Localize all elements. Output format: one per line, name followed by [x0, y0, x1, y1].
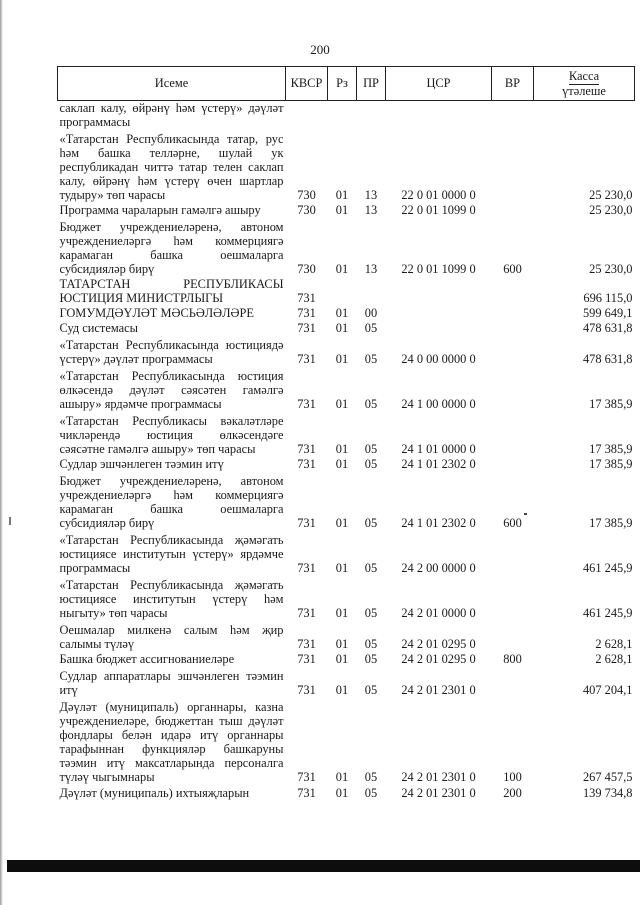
table-row	[58, 129, 635, 202]
cell-name: Башка бюджет ассигнованиеләре	[59, 652, 235, 666]
cell-kvsr: 731	[297, 457, 316, 471]
cell-rz: 01	[335, 786, 349, 800]
cell-kvsr: 731	[297, 291, 316, 305]
cell-kvsr: 731	[297, 683, 316, 697]
cell-amount: 407 204,1	[582, 683, 633, 697]
cell-vr: 600	[503, 516, 522, 530]
table-row	[58, 411, 635, 456]
cell-kvsr: 730	[297, 203, 316, 217]
cell-csr	[386, 305, 492, 320]
cell-kvsr: 731	[297, 306, 316, 320]
header-kassa	[534, 67, 635, 101]
header-vr: ВР	[492, 67, 534, 101]
cell-amount	[534, 101, 635, 130]
cell-amount: 696 115,0	[583, 291, 633, 305]
cell-amount: 478 631,8	[582, 321, 633, 335]
cell-kvsr: 731	[297, 352, 316, 366]
header-pr: ПР	[357, 67, 386, 101]
cell-csr	[386, 101, 492, 130]
table-row	[58, 697, 635, 784]
cell-vr	[492, 456, 534, 471]
cell-rz: 01	[335, 637, 349, 651]
cell-vr: 600	[503, 262, 522, 276]
table-row	[58, 202, 635, 217]
cell-rz: 01	[335, 321, 349, 335]
cell-kvsr: 731	[297, 652, 316, 666]
cell-rz: 01	[335, 606, 349, 620]
cell-vr	[492, 101, 534, 130]
cell-amount: 599 649,1	[582, 306, 633, 320]
cell-kvsr: 731	[297, 397, 316, 411]
cell-pr: 05	[364, 352, 378, 366]
cell-vr	[492, 276, 534, 305]
cell-name: «Татарстан Республикасында юстициядә үстерү» дәүләт программасы	[59, 338, 284, 366]
cell-csr: 24 1 01 2302 0	[401, 516, 476, 530]
cell-pr: 05	[364, 770, 378, 784]
cell-pr: 13	[364, 188, 378, 202]
header-kvsr: КВСР	[286, 67, 328, 101]
cell-csr: 24 1 00 0000 0	[401, 397, 476, 411]
table-row	[58, 530, 635, 575]
cell-rz: 01	[335, 262, 349, 276]
cell-csr: 24 2 01 2301 0	[401, 770, 476, 784]
table-row	[58, 666, 635, 697]
header-rz: Рз	[328, 67, 357, 101]
cell-kvsr: 731	[297, 442, 316, 456]
header-kassa-sub: үтәлеше	[562, 83, 606, 98]
cell-kvsr: 730	[297, 262, 316, 276]
cell-rz: 01	[335, 442, 349, 456]
cell-pr	[357, 101, 386, 130]
header-csr: ЦСР	[386, 67, 492, 101]
cell-pr: 05	[364, 397, 378, 411]
cell-kvsr: 730	[297, 188, 316, 202]
cell-kvsr: 731	[297, 786, 316, 800]
cell-amount: 267 457,5	[582, 770, 633, 784]
table-row	[58, 620, 635, 651]
cell-rz: 01	[335, 457, 349, 471]
cell-pr: 05	[364, 516, 378, 530]
table-row	[58, 366, 635, 411]
cell-kvsr: 731	[297, 321, 316, 335]
cell-pr: 05	[364, 321, 378, 335]
cell-vr	[492, 620, 534, 651]
cell-vr	[492, 202, 534, 217]
cell-csr: 24 2 01 2301 0	[401, 683, 476, 697]
cell-kvsr: 731	[297, 770, 316, 784]
table-row	[58, 335, 635, 366]
cell-csr: 24 2 01 0000 0	[401, 606, 476, 620]
cell-pr: 05	[364, 561, 378, 575]
cell-csr: 24 0 00 0000 0	[401, 352, 476, 366]
cell-name: Судлар аппаратлары эшчәнлеген тәэмин итү	[59, 669, 284, 697]
cell-pr: 05	[364, 786, 378, 800]
cell-name: «Татарстан Республикасы вәкаләтләре чикләрендә юстиция өлкәсендәге сәясәтне гамәлгә ашыру» төп чарасы	[59, 414, 284, 456]
cell-amount: 25 230,0	[589, 203, 633, 217]
scan-speck-left	[9, 517, 11, 525]
cell-vr	[492, 305, 534, 320]
cell-name: Оешмалар милкенә салым һәм җир салымы түләү	[59, 623, 284, 651]
cell-name: Судлар эшчәнлеген тәэмин итү	[59, 457, 224, 471]
cell-name: ТАТАРСТАН РЕСПУБЛИКАСЫ ЮСТИЦИЯ МИНИСТРЛЫГЫ	[59, 277, 284, 305]
table-row	[58, 651, 635, 666]
header-kassa-label: Касса	[568, 68, 600, 83]
scan-bottom-bar	[7, 860, 640, 872]
cell-rz: 01	[335, 561, 349, 575]
cell-amount: 2 628,1	[595, 652, 633, 666]
cell-pr: 13	[364, 203, 378, 217]
cell-rz: 01	[335, 770, 349, 784]
cell-pr	[357, 276, 386, 305]
cell-csr	[386, 320, 492, 335]
cell-vr	[492, 366, 534, 411]
cell-amount: 478 631,8	[582, 352, 633, 366]
scan-speck	[524, 513, 527, 515]
cell-pr: 05	[364, 652, 378, 666]
cell-kvsr: 731	[297, 637, 316, 651]
cell-name: ГОМУМДӘҮЛӘТ МӘСЬӘЛӘЛӘРЕ	[59, 306, 254, 320]
table-row	[58, 456, 635, 471]
cell-csr: 22 0 01 0000 0	[401, 188, 476, 202]
cell-name: Дәүләт (муниципаль) органнары, казна учреждениеләре, бюджеттан тыш дәүләт фондлары белән идарә итү органнары тарафыннан функцияләр башкаруны тәэмин итү максатларында персоналга түләү чыгымнары	[59, 700, 284, 784]
cell-csr: 24 1 01 2302 0	[401, 457, 476, 471]
cell-amount: 25 230,0	[589, 188, 633, 202]
cell-name: «Татарстан Республикасында татар, рус һәм башка телләрне, шулай ук республикадан читтә татар телен саклап калу, өйрәнү һәм үстерү өчен шартлар тудыру» төп чарасы	[59, 132, 284, 202]
cell-rz: 01	[335, 652, 349, 666]
cell-rz: 01	[335, 306, 349, 320]
cell-amount: 139 734,8	[582, 786, 633, 800]
cell-vr	[492, 335, 534, 366]
cell-kvsr: 731	[297, 516, 316, 530]
cell-rz	[328, 276, 357, 305]
cell-amount: 17 385,9	[589, 442, 633, 456]
cell-pr: 05	[364, 637, 378, 651]
cell-pr: 05	[364, 606, 378, 620]
cell-csr: 24 1 01 0000 0	[401, 442, 476, 456]
cell-vr	[492, 575, 534, 620]
cell-rz: 01	[335, 203, 349, 217]
cell-name: «Татарстан Республикасында җәмәгать юстициясе институтын үстерү һәм ныгыту» төп чарасы	[59, 578, 284, 620]
table-row	[58, 471, 635, 530]
cell-csr: 22 0 01 1099 0	[401, 203, 476, 217]
table-row	[58, 276, 635, 305]
cell-vr: 800	[503, 652, 522, 666]
table-row	[58, 101, 635, 130]
cell-amount: 17 385,9	[589, 516, 633, 530]
cell-vr	[492, 411, 534, 456]
cell-name: Бюджет учреждениеләренә, автоном учреждениеләргә һәм коммерциягә карамаган башка оешмаларга субсидияләр бирү	[59, 474, 284, 530]
scan-edge-shadow	[0, 0, 3, 905]
table-row	[58, 305, 635, 320]
cell-vr	[492, 666, 534, 697]
cell-name: саклап калу, өйрәнү һәм үстерү» дәүләт программасы	[59, 101, 284, 129]
cell-name: Дәүләт (муниципаль) ихтыяҗларын	[59, 786, 250, 800]
cell-vr	[492, 320, 534, 335]
table-row	[58, 217, 635, 276]
table-row	[58, 575, 635, 620]
page-number: 200	[310, 42, 330, 57]
cell-pr: 00	[364, 306, 378, 320]
cell-pr: 05	[364, 683, 378, 697]
cell-rz: 01	[335, 397, 349, 411]
cell-pr: 05	[364, 442, 378, 456]
cell-vr: 100	[503, 770, 522, 784]
cell-amount: 17 385,9	[589, 457, 633, 471]
cell-amount: 17 385,9	[589, 397, 633, 411]
cell-csr: 24 2 00 0000 0	[401, 561, 476, 575]
cell-amount: 461 245,9	[582, 561, 633, 575]
cell-pr: 13	[364, 262, 378, 276]
cell-rz	[328, 101, 357, 130]
cell-name: Бюджет учреждениеләренә, автоном учреждениеләргә һәм коммерциягә карамаган башка оешмаларга субсидияләр бирү	[59, 220, 284, 276]
cell-kvsr: 731	[297, 606, 316, 620]
cell-vr	[492, 129, 534, 202]
header-name: Исеме	[58, 67, 286, 101]
cell-name: Суд системасы	[59, 321, 138, 335]
cell-csr: 24 2 01 0295 0	[401, 637, 476, 651]
table-header	[58, 67, 635, 101]
cell-rz: 01	[335, 352, 349, 366]
cell-rz: 01	[335, 516, 349, 530]
cell-vr	[492, 530, 534, 575]
budget-table	[57, 66, 635, 800]
cell-amount: 2 628,1	[595, 637, 633, 651]
cell-kvsr	[286, 101, 328, 130]
cell-rz: 01	[335, 188, 349, 202]
cell-csr: 22 0 01 1099 0	[401, 262, 476, 276]
cell-vr: 200	[503, 786, 522, 800]
cell-rz: 01	[335, 683, 349, 697]
table-row	[58, 784, 635, 800]
cell-name: «Татарстан Республикасында юстиция өлкәсендә дәүләт сәясәтен гамәлгә ашыру» ярдәмче программасы	[59, 369, 284, 411]
cell-csr	[386, 276, 492, 305]
table-row	[58, 320, 635, 335]
cell-pr: 05	[364, 457, 378, 471]
cell-name: Программа чараларын гамәлгә ашыру	[59, 203, 261, 217]
cell-amount: 25 230,0	[589, 262, 633, 276]
cell-csr: 24 2 01 0295 0	[401, 652, 476, 666]
cell-name: «Татарстан Республикасында җәмәгать юстициясе институтын үстерү» ярдәмче программасы	[59, 533, 284, 575]
cell-amount: 461 245,9	[582, 606, 633, 620]
cell-kvsr: 731	[297, 561, 316, 575]
cell-csr: 24 2 01 2301 0	[401, 786, 476, 800]
table-body	[58, 101, 635, 801]
